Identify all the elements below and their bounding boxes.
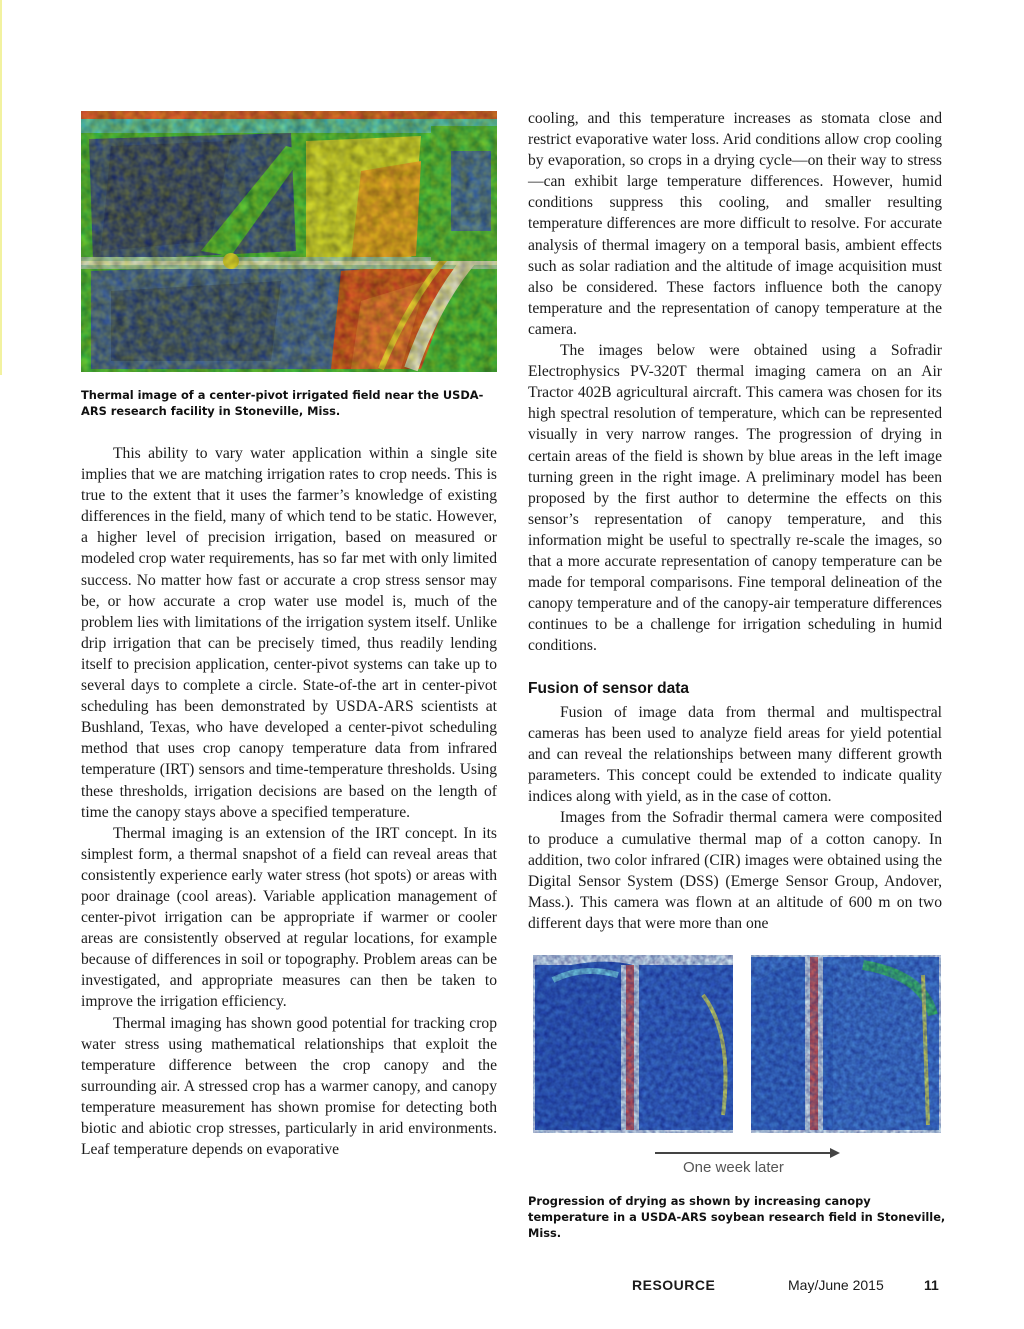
thermal-field-image [81,111,497,372]
drying-progression-graphic [533,955,941,1133]
right-paragraph-2: The images below were obtained using a Sofradir Electrophysics PV-320T thermal imaging camera on an Air Tractor 402B agricultural aircraft. This camera was chosen for its high spectral resolution of temperature, which can be represented visually in very narrow ranges. The progression of drying in certain areas of the field is shown by blue areas in the left image turning green in the right image. A preliminary model has been proposed by the first author to determine the effects on this sensor’s representation of canopy temperature, and this information might be useful to spectrally re-scale the images, so that a more accurate representation of canopy temperature can be made for temporal comparisons. Fine temporal delineation of the canopy temperature and of the canopy-air temperature differences continues to be a challenge for irrigation scheduling in humid conditions. [528,342,942,655]
page-number: 11 [924,1277,939,1293]
right-column-text-top [528,108,942,656]
footer-publication: RESOURCE [632,1277,716,1293]
right-paragraph-4: Images from the Sofradir thermal camera were composited to produce a cumulative thermal map of a cotton canopy. In addition, two color infrared (CIR) images were obtained using the Digital Sensor System (DSS) (Emerge Sensor Group, Andover, Mass.). This camera was flown at an altitude of 600 m on two different days that were more than one [528,809,942,932]
page-edge-strip [0,0,2,375]
left-column-text [81,443,497,1160]
figure1-caption: Thermal image of a center-pivot irrigated field near the USDA-ARS research facility in Stoneville, Miss. [81,388,484,418]
left-paragraph-3: Thermal imaging has shown good potential for tracking crop water stress using mathematical relationships that exploit the temperature difference between the crop canopy and the surrounding air. A stressed crop has a warmer canopy, and canopy temperature measurement has shown promise for detecting both biotic and abiotic crop stresses, particularly in arid environments. Leaf temperature depends on evaporative [81,1014,497,1159]
time-arrow-head [830,1148,840,1158]
arrow-label: One week later [683,1159,784,1176]
right-paragraph-3: Fusion of image data from thermal and multispectral cameras has been used to analyze field areas for yield potential and can reveal the relationships between many different growth parameters. This concept could be extended to indicate quality indices along with yield, as in the case of cotton. [528,704,942,806]
thermal-field-graphic [81,111,497,372]
figure2-caption: Progression of drying as shown by increasing canopy temperature in a USDA-ARS soybean research field in Stoneville, Miss. [528,1194,946,1240]
drying-progression-image [533,955,941,1133]
right-paragraph-1: cooling, and this temperature increases as stomata close and restrict evaporative water loss. Arid conditions allow crop cooling by evaporation, so crops in a drying cycle—on their way to stress—can exhibit large temperature differences. However, humid conditions suppress this cooling, and smaller resulting temperature differences are more difficult to resolve. For accurate analysis of thermal imagery on a temporal basis, ambient effects such as solar radiation and the altitude of image acquisition must also be considered. These factors influence both the canopy temperature and the representation of canopy temperature at the camera. [528,110,942,338]
left-paragraph-1: This ability to vary water application within a single site implies that we are matching irrigation rates to crop needs. This is true to the extent that it uses the farmer’s knowledge of existing differences in the field, many of which tend to be static. However, a higher level of precision irrigation, based on measured or modeled crop water requirements, has so far met with only limited success. No matter how fast or accurate a crop stress sensor may be, or how accurate a crop water use model is, much of the problem lies with limitations of the irrigation system itself. Unlike drip irrigation that can be precisely timed, thus readily lending itself to precision application, center-pivot systems can take up to several days to complete a circle. State-of-the art in center-pivot scheduling has been demonstrated by USDA-ARS scientists at Bushland, Texas, who have developed a center-pivot scheduling method that uses crop canopy temperature data from infrared temperature (IRT) sensors and time-temperature thresholds. Using these thresholds, irrigation decisions are based on the length of time the canopy stays above a specified temperature. [81,445,497,821]
time-arrow-line [655,1152,833,1154]
left-paragraph-2: Thermal imaging is an extension of the IRT concept. In its simplest form, a thermal snapshot of a field can reveal areas that consistently experience early water stress (hot spots) or areas with poor drainage (cool areas). Variable application management of center-pivot irrigation can be appropriate if warmer or cooler areas are consistently observed at regular locations, for example because of differences in soil or topography. Problem areas can be investigated, and appropriate measures can then be taken to improve the irrigation efficiency. [81,824,497,1011]
footer-date: May/June 2015 [788,1277,884,1293]
section-heading-fusion: Fusion of sensor data [528,680,690,697]
right-column-text-bottom [528,702,942,934]
